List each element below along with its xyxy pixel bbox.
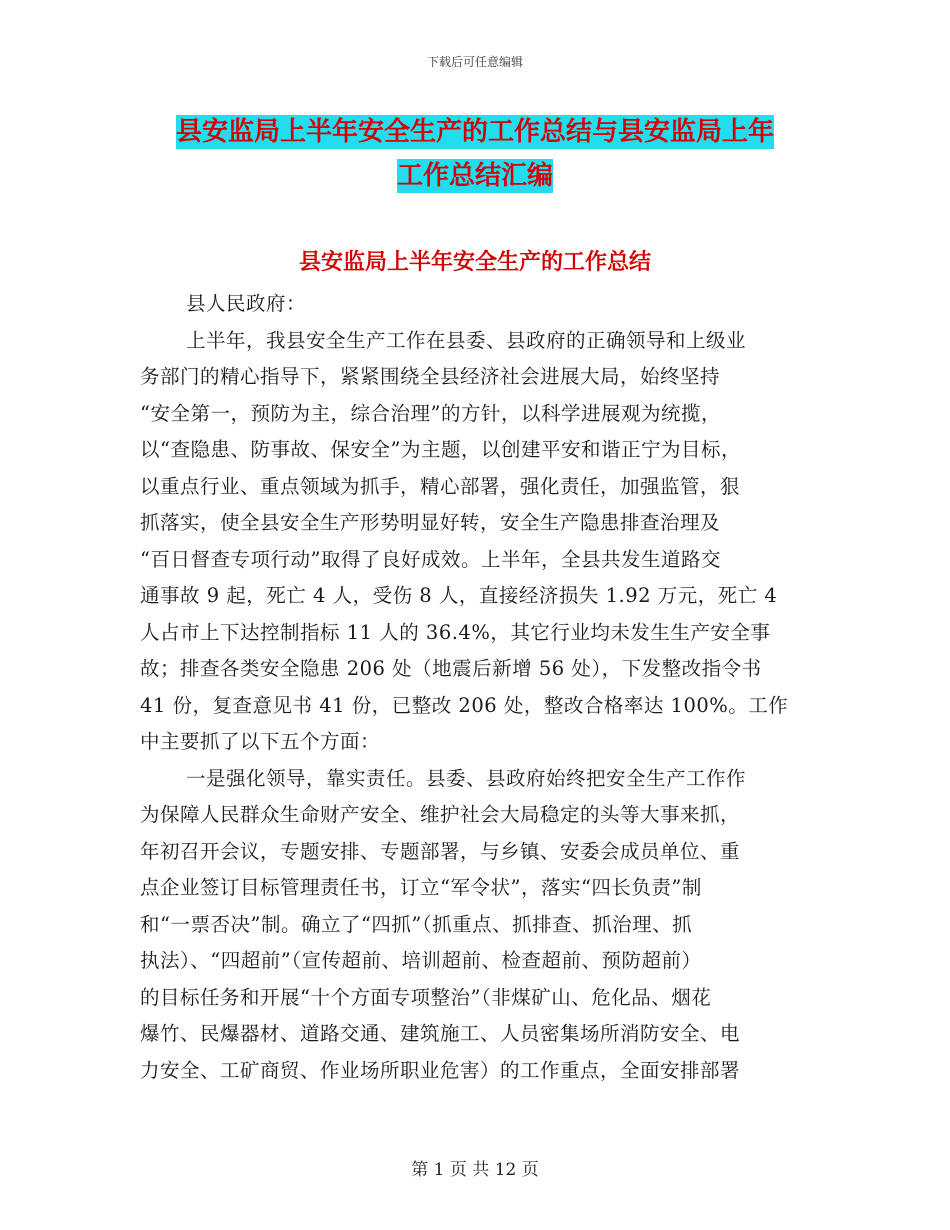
document-title-text-1: 县安监局上半年安全生产的工作总结与县安监局上年 xyxy=(175,117,774,147)
paragraph-line: 的目标任务和开展“十个方面专项整治”（非煤矿山、危化品、烟花 xyxy=(140,985,712,1009)
paragraph-line: 为保障人民群众生命财产安全、维护社会大局稳定的头等大事来抓， xyxy=(140,803,741,826)
paragraph-line: 和“一票否决”制。确立了“四抓”（抓重点、抓排查、抓治理、抓 xyxy=(140,912,693,936)
paragraph-2 xyxy=(140,761,810,1090)
paragraph-1 xyxy=(140,323,810,761)
paragraph-line: “安全第一，预防为主，综合治理”的方针，以科学进展观为统揽， xyxy=(140,401,721,425)
paragraph-line: 中主要抓了以下五个方面： xyxy=(140,730,381,753)
document-body xyxy=(140,286,810,1089)
header-note: 下载后可任意编辑 xyxy=(426,55,523,69)
paragraph-line: 人占市上下达控制指标 11 人的 36.4%，其它行业均未发生生产安全事 xyxy=(140,620,771,644)
document-title-text-2: 工作总结汇编 xyxy=(396,161,553,191)
salutation-text: 县人民政府： xyxy=(186,292,307,315)
paragraph-line: 通事故 9 起，死亡 4 人，受伤 8 人，直接经济损失 1.92 万元，死亡 4 xyxy=(140,584,778,607)
paragraph-line: 上半年，我县安全生产工作在县委、县政府的正确领导和上级业 xyxy=(186,328,747,352)
paragraph-line: 以“查隐患、防事故、保安全”为主题，以创建平安和谐正宁为目标， xyxy=(140,438,741,461)
paragraph-line: “百日督查专项行动”取得了良好成效。上半年，全县共发生道路交 xyxy=(140,547,721,571)
paragraph-line: 务部门的精心指导下，紧紧围绕全县经济社会进展大局，始终坚持 xyxy=(140,365,721,388)
document-title-line-2 xyxy=(140,154,810,198)
paragraph-line: 以重点行业、重点领域为抓手，精心部署，强化责任，加强监管，狠 xyxy=(140,474,741,498)
paragraph-line: 一是强化领导，靠实责任。县委、县政府始终把安全生产工作作 xyxy=(186,766,747,790)
paragraph-line: 41 份，复查意见书 41 份，已整改 206 处，整改合格率达 100%。工作 xyxy=(140,693,789,717)
paragraph-line: 抓落实，使全县安全生产形势明显好转，安全生产隐患排查治理及 xyxy=(140,511,721,534)
paragraph-line: 故；排查各类安全隐患 206 处（地震后新增 56 处），下发整改指令书 xyxy=(140,657,762,680)
paragraph-line: 力安全、工矿商贸、作业场所职业危害）的工作重点，全面安排部署 xyxy=(140,1058,741,1082)
paragraph-line: 爆竹、民爆器材、道路交通、建筑施工、人员密集场所消防安全、电 xyxy=(140,1022,741,1045)
page-footer: 第 1 页 共 12 页 xyxy=(411,1160,539,1180)
salutation xyxy=(140,286,810,323)
paragraph-line: 年初召开会议，专题安排、专题部署，与乡镇、安委会成员单位、重 xyxy=(140,839,741,863)
document-title-line-1 xyxy=(140,110,810,154)
paragraph-line: 点企业签订目标管理责任书，订立“军令状”，落实“四长负责”制 xyxy=(140,876,702,899)
paragraph-line: 执法）、“四超前”（宣传超前、培训超前、检查超前、预防超前） xyxy=(140,949,702,972)
section-title: 县安监局上半年安全生产的工作总结 xyxy=(298,250,651,275)
